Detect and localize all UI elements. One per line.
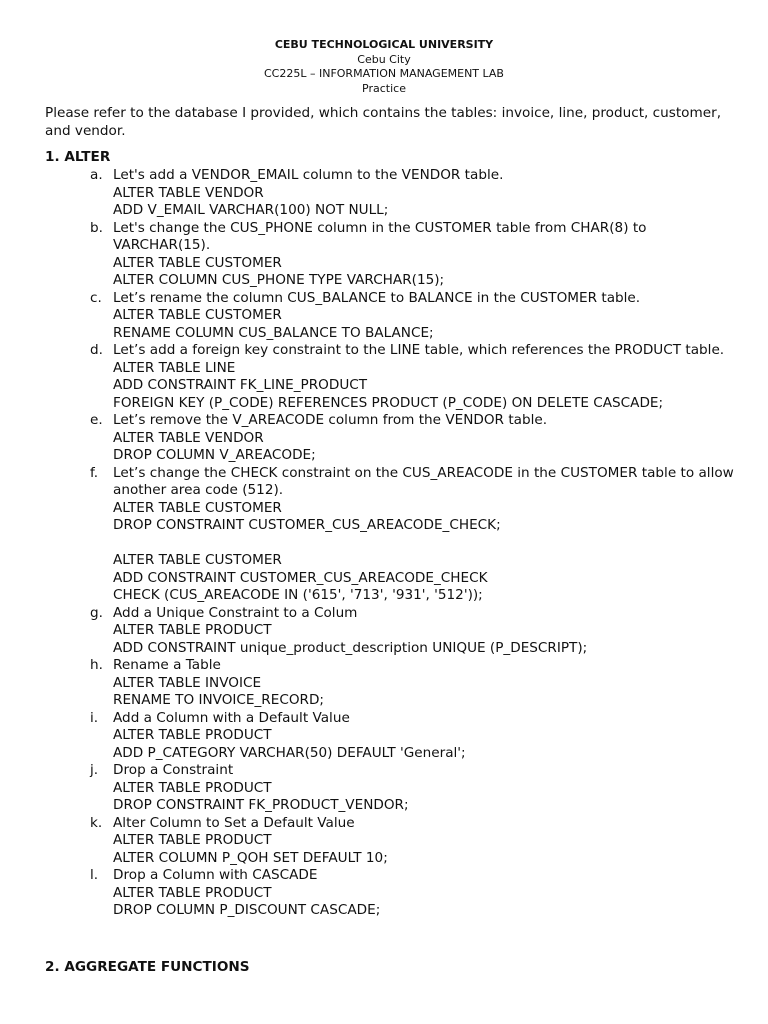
alter-item — [45, 167, 745, 220]
sql-code-line: ALTER TABLE PRODUCT — [113, 622, 272, 638]
sql-code-line: ALTER COLUMN CUS_PHONE TYPE VARCHAR(15); — [113, 272, 445, 288]
sql-code-line: ALTER TABLE CUSTOMER — [113, 307, 282, 323]
section-title-aggregate: 2. AGGREGATE FUNCTIONS — [45, 959, 250, 975]
item-marker: a. — [90, 167, 103, 183]
section-title-alter: 1. ALTER — [45, 149, 111, 165]
sql-code-line: ALTER TABLE PRODUCT — [113, 727, 272, 743]
sql-code-line: ALTER TABLE PRODUCT — [113, 779, 272, 796]
alter-item — [45, 815, 745, 868]
item-marker: f. — [90, 464, 99, 481]
sql-code-line: ALTER TABLE CUSTOMER — [113, 499, 282, 516]
item-marker: d. — [90, 342, 103, 358]
item-description: Let’s change the CHECK constraint on the CUS_AREACODE in the CUSTOMER table to allow another area code (512). — [113, 464, 734, 498]
item-description: Drop a Column with CASCADE — [113, 867, 318, 883]
sql-code-line: DROP CONSTRAINT FK_PRODUCT_VENDOR; — [113, 797, 409, 813]
alter-item — [45, 220, 745, 290]
alter-item — [45, 412, 745, 465]
alter-item — [45, 290, 745, 343]
sql-code-line: ALTER TABLE INVOICE — [113, 674, 262, 691]
item-description: Let’s add a foreign key constraint to the LINE table, which references the PRODUCT table. — [113, 342, 725, 358]
item-description: Drop a Constraint — [113, 762, 234, 778]
document-header — [0, 38, 768, 97]
item-marker: c. — [90, 289, 102, 306]
city-name: Cebu City — [357, 52, 411, 66]
item-description: Add a Column with a Default Value — [113, 709, 350, 726]
item-marker: e. — [90, 412, 103, 428]
sql-code-line: ALTER TABLE PRODUCT — [113, 832, 272, 848]
item-marker: k. — [90, 814, 103, 831]
item-marker: h. — [90, 657, 103, 673]
sql-code-line: ALTER COLUMN P_QOH SET DEFAULT 10; — [113, 849, 388, 866]
sql-code-line: ADD CONSTRAINT unique_product_description UNIQUE (P_DESCRIPT); — [113, 639, 588, 656]
university-name: CEBU TECHNOLOGICAL UNIVERSITY — [274, 38, 494, 51]
sql-code-line: RENAME COLUMN CUS_BALANCE TO BALANCE; — [113, 324, 434, 341]
sql-code-line: ADD CONSTRAINT FK_LINE_PRODUCT — [113, 377, 368, 393]
sql-code-line: ALTER TABLE CUSTOMER — [113, 254, 282, 271]
sql-code-line: ADD V_EMAIL VARCHAR(100) NOT NULL; — [113, 202, 389, 218]
item-marker: l. — [90, 867, 99, 883]
sql-code-line: DROP COLUMN V_AREACODE; — [113, 447, 316, 463]
item-marker: j. — [90, 762, 99, 778]
item-description: Let’s remove the V_AREACODE column from the VENDOR table. — [113, 412, 548, 428]
sql-code-line: ADD CONSTRAINT CUSTOMER_CUS_AREACODE_CHECK — [113, 569, 488, 586]
sql-code-line: ALTER TABLE LINE — [113, 359, 236, 376]
item-marker: i. — [90, 709, 99, 726]
sql-code-line: RENAME TO INVOICE_RECORD; — [113, 692, 325, 708]
alter-item — [45, 657, 745, 710]
alter-item — [45, 605, 745, 658]
sql-code-line: ALTER TABLE CUSTOMER — [113, 552, 282, 568]
item-marker: b. — [90, 219, 103, 236]
alter-item — [45, 342, 745, 412]
alter-item — [45, 465, 745, 605]
alter-item-list — [45, 167, 745, 920]
sql-code-line: CHECK (CUS_AREACODE IN ('615', '713', '931', '512')); — [113, 587, 483, 603]
sql-code-line: DROP COLUMN P_DISCOUNT CASCADE; — [113, 902, 381, 918]
intro-paragraph: Please refer to the database I provided, which contains the tables: invoice, line, product, customer, and vendor. — [45, 105, 722, 139]
sql-code-line: ADD P_CATEGORY VARCHAR(50) DEFAULT 'General'; — [113, 744, 466, 761]
alter-item — [45, 762, 745, 815]
item-description: Let's change the CUS_PHONE column in the CUSTOMER table from CHAR(8) to VARCHAR(15). — [113, 219, 647, 253]
sql-code-line: ALTER TABLE VENDOR — [113, 429, 264, 446]
item-description: Add a Unique Constraint to a Colum — [113, 604, 358, 621]
item-description: Let's add a VENDOR_EMAIL column to the VENDOR table. — [113, 167, 504, 183]
code-blank-line — [113, 535, 745, 553]
sql-code-line: ALTER TABLE PRODUCT — [113, 884, 272, 901]
item-marker: g. — [90, 604, 103, 621]
item-description: Alter Column to Set a Default Value — [113, 814, 355, 831]
alter-item — [45, 867, 745, 920]
item-description: Let’s rename the column CUS_BALANCE to BALANCE in the CUSTOMER table. — [113, 289, 641, 306]
sql-code-line: DROP CONSTRAINT CUSTOMER_CUS_AREACODE_CHECK; — [113, 517, 501, 533]
course-title: CC225L – INFORMATION MANAGEMENT LAB — [264, 67, 504, 81]
item-description: Rename a Table — [113, 657, 221, 673]
alter-item — [45, 710, 745, 763]
sql-code-line: ALTER TABLE VENDOR — [113, 184, 264, 201]
sql-code-line: FOREIGN KEY (P_CODE) REFERENCES PRODUCT (P_CODE) ON DELETE CASCADE; — [113, 394, 664, 411]
document-type: Practice — [362, 82, 406, 96]
